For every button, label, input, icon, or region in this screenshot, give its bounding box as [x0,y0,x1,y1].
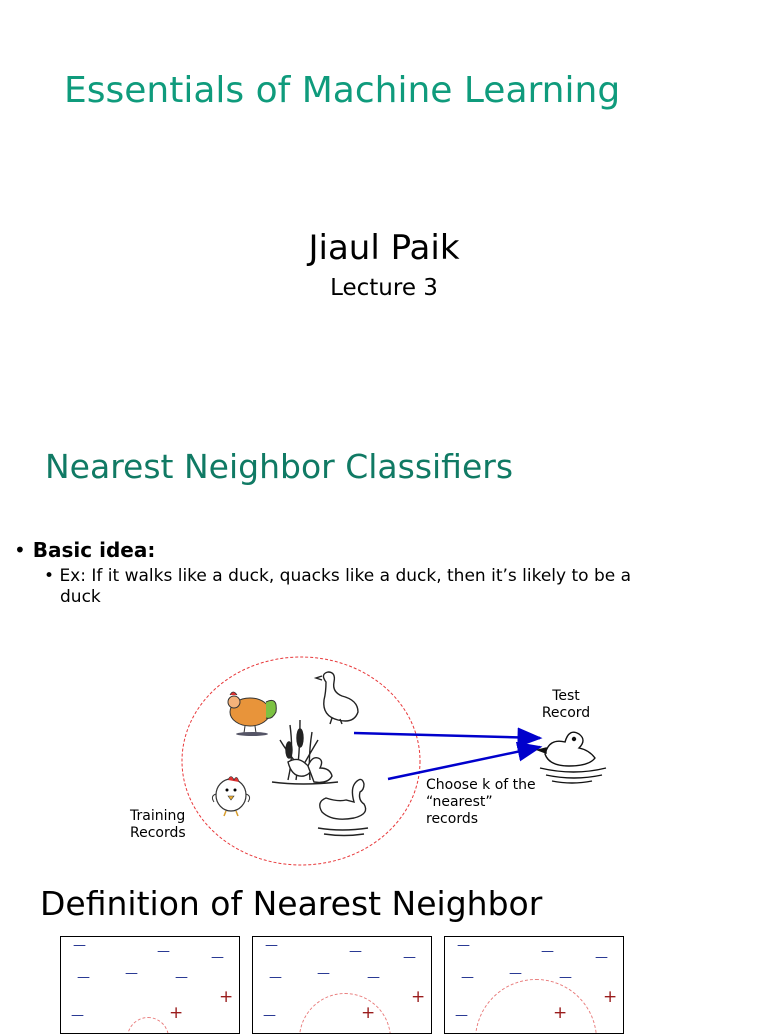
plus-mark: + [169,1003,184,1023]
neighbor-panel-1 [60,936,240,1034]
author-name: Jiaul Paik [308,228,460,268]
minus-mark: — [73,938,86,953]
choose-k-label [426,777,536,828]
bullet-basic-idea [14,538,155,562]
minus-mark: — [263,1008,276,1023]
minus-mark: — [457,938,470,953]
choose-label-line2: “nearest” [426,794,493,810]
plus-mark: + [603,987,618,1007]
minus-mark: — [595,950,608,965]
bullet-example-line2: duck [60,587,101,607]
bullet-example [44,566,744,608]
bullet-example-line1: Ex: If it walks like a duck, quacks like a duck, then it’s likely to be a [59,566,632,586]
test-record-label [520,688,612,722]
rooster-icon [228,692,276,736]
minus-mark: — [541,944,554,959]
neighbor-panel-2 [252,936,432,1034]
minus-mark: — [77,970,90,985]
minus-mark: — [269,970,282,985]
duck-swan-reeds-icon [272,720,338,784]
minus-mark: — [175,970,188,985]
minus-mark: — [403,950,416,965]
test-label-line2: Record [541,705,591,721]
bullet-marker: • [44,566,55,586]
slide3-title: Definition of Nearest Neighbor [40,884,543,923]
minus-mark: — [157,944,170,959]
training-label-line2: Records [130,825,186,841]
minus-mark: — [125,966,138,981]
training-records-label [130,808,186,842]
minus-mark: — [349,944,362,959]
plus-mark: + [361,1003,376,1023]
bullet-marker: • [14,538,26,562]
goose-icon [316,672,358,724]
plus-mark: + [553,1003,568,1023]
choose-label-line3: records [426,811,479,827]
bullet-basic-idea-text: Basic idea: [32,538,156,562]
minus-mark: — [367,970,380,985]
swan-icon [318,779,368,835]
minus-mark: — [317,966,330,981]
minus-mark: — [559,970,572,985]
plus-mark: + [219,987,234,1007]
minus-mark: — [461,970,474,985]
chicken-icon [212,777,249,817]
nearest-neighbor-diagram [0,640,768,880]
slide2-title: Nearest Neighbor Classifiers [45,447,514,486]
training-label-line1: Training [130,808,186,824]
test-label-line1: Test [552,688,580,704]
arrow-upper [354,733,540,738]
neighborhood-circle [299,993,391,1034]
minus-mark: — [509,966,522,981]
neighbor-panel-3 [444,936,624,1034]
plus-mark: + [411,987,426,1007]
minus-mark: — [211,950,224,965]
minus-mark: — [265,938,278,953]
neighborhood-circle [127,1017,169,1034]
arrow-lower [388,747,540,779]
slide1-title: Essentials of Machine Learning [64,70,621,111]
minus-mark: — [455,1008,468,1023]
lecture-number: Lecture 3 [330,275,438,301]
duck-icon [538,732,606,783]
minus-mark: — [71,1008,84,1023]
neighborhood-circle [475,979,597,1034]
choose-label-line1: Choose k of the [426,777,536,793]
